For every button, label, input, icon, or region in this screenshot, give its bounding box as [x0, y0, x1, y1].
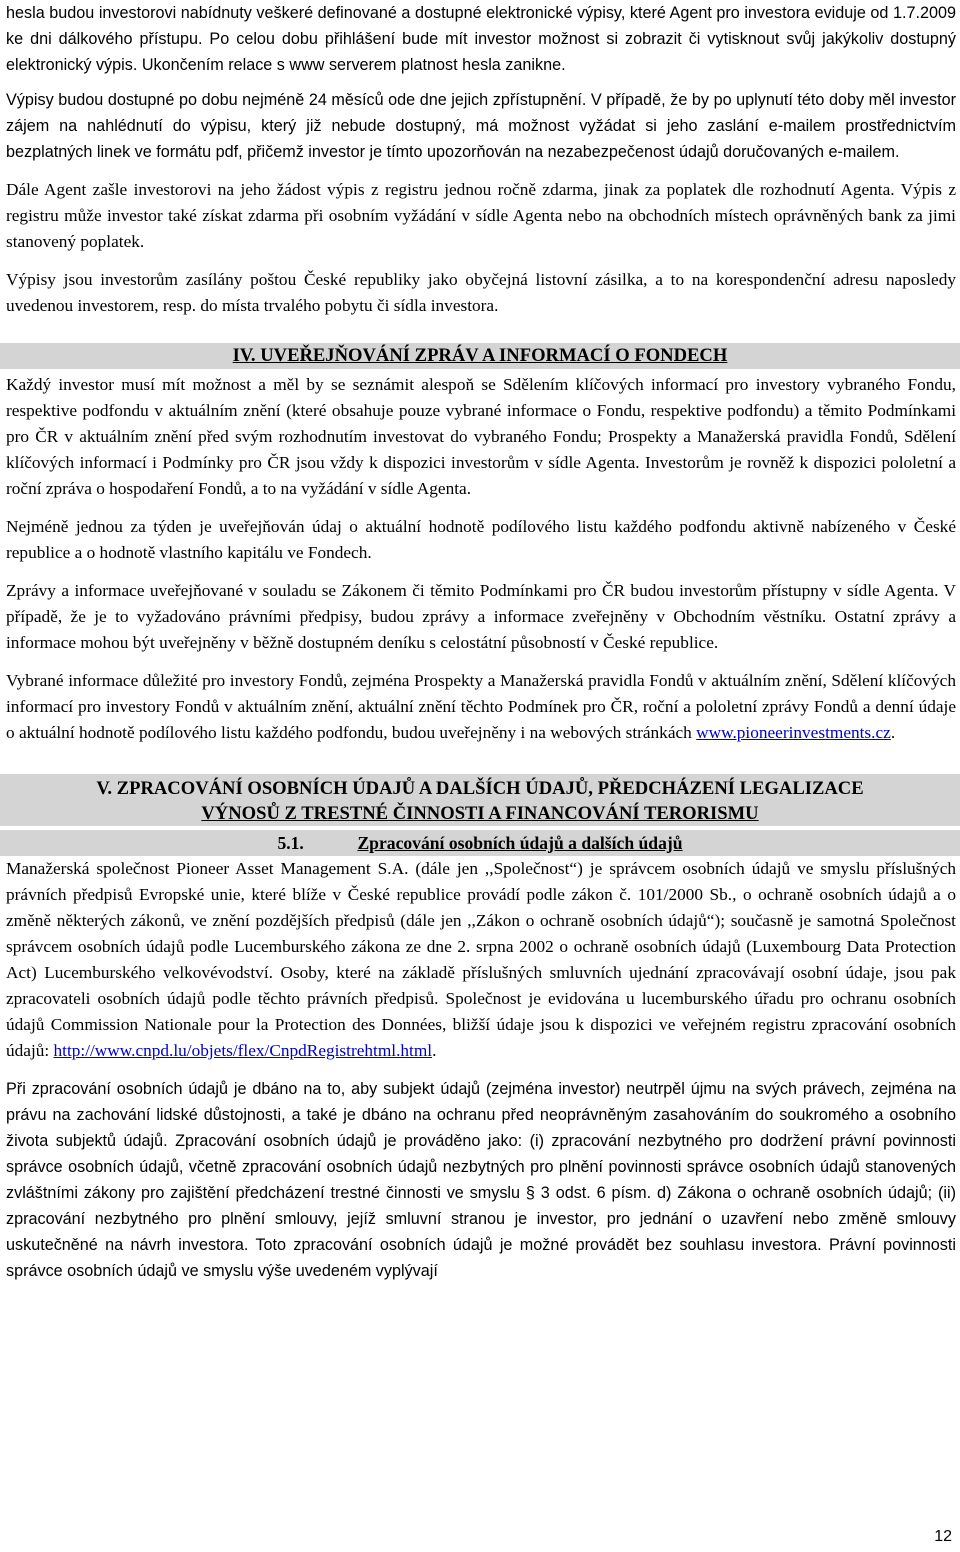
subsection-5-1-heading	[0, 830, 960, 856]
section-iv-heading-text: IV. UVEŘEJŇOVÁNÍ ZPRÁV A INFORMACÍ O FONDECH	[232, 345, 728, 366]
paragraph-register-statement: Dále Agent zašle investorovi na jeho žádost výpis z registru jednou ročně zdarma, jinak za poplatek dle rozhodnutí Agenta. Výpis z registru může investor také získat zdarma při osobním vyžádání v sídle Agenta nebo na obchodních místech oprávněných bank za jimi stanovený poplatek.	[6, 180, 956, 251]
website-info-text: Vybrané informace důležité pro investory Fondů, zejména Prospekty a Manažerská pravidla Fondů v aktuálním znění, Sdělení klíčových informací pro investory Fondů v aktuálním znění, aktuální znění těchto Podmínek pro ČR, roční a pololetní zprávy Fondů a denní údaje o aktuální hodnotě podílového listu každého podfondu, budou uveřejněny i na webových stránkách	[6, 671, 956, 742]
page-number: 12	[934, 1528, 952, 1545]
cnpd-registry-link[interactable]: http://www.cnpd.lu/objets/flex/CnpdRegistrehtml.html	[53, 1041, 433, 1060]
paragraph-weekly-value: Nejméně jednou za týden je uveřejňován údaj o aktuální hodnotě podílového listu každého podfondu aktivně nabízeného v České republice a o hodnotě vlastního kapitálu ve Fondech.	[6, 517, 956, 562]
subsection-title: Zpracování osobních údajů a dalších údajů	[357, 833, 683, 853]
paragraph-data-controller	[6, 856, 956, 1064]
paragraph-reports-published: Zprávy a informace uveřejňované v souladu se Zákonem či těmito Podmínkami pro ČR budou investorům přístupny v sídle Agenta. V případě, že je to vyžadováno právními předpisy, budou zprávy a informace zveřejněny v Obchodním věstníku. Ostatní zprávy a informace mohou být uveřejněny v běžně dostupném deníku s celostátní působností v České republice.	[6, 581, 956, 652]
paragraph-data-processing: Při zpracování osobních údajů je dbáno na to, aby subjekt údajů (zejména investor) neutrpěl újmu na svých právech, zejména na právu na zachování lidské důstojnosti, a také je dbáno na ochranu před neoprávněným zasahováním do soukromého a osobního života subjektů údajů. Zpracování osobních údajů je prováděno jako: (i) zpracování nezbytného pro dodržení právní povinnosti správce osobních údajů, včetně zpracování osobních údajů nezbytných pro plnění povinnosti správce osobních údajů stanovených zvláštními zákony pro zajištění předcházení trestné činnosti ve smyslu § 3 odst. 6 písm. d) Zákona o ochraně osobních údajů; (ii) zpracování nezbytného pro plnění smlouvy, jejíž smluvní stranou je investor, pro jednání o uzavření nebo změně smlouvy uskutečněné na návrh investora. Toto zpracování osobních údajů je možné provádět bez souhlasu investora. Právní povinnosti správce osobních údajů ve smyslu výše uvedeném vyplývají	[6, 1080, 956, 1280]
pioneer-website-link[interactable]: www.pioneerinvestments.cz	[696, 723, 891, 742]
paragraph-postal-delivery: Výpisy jsou investorům zasílány poštou České republiky jako obyčejná listovní zásilka, a to na korespondenční adresu naposledy uvedenou investorem, resp. do místa trvalého pobytu či sídla investora.	[6, 270, 956, 315]
paragraph-statement-availability: Výpisy budou dostupné po dobu nejméně 24 měsíců ode dne jejich zpřístupnění. V případě, že by po uplynutí této doby měl investor zájem na nahlédnutí do výpisu, který již nebude dostupný, má možnost vyžádat si jeho zaslání e-mailem prostřednictvím bezplatných linek ve formátu pdf, přičemž investor je tímto upozorňován na nezabezpečenost údajů doručovaných e-mailem.	[6, 91, 956, 161]
data-controller-text: Manažerská společnost Pioneer Asset Management S.A. (dále jen ,,Společnost“) je správcem osobních údajů ve smyslu příslušných právních předpisů Evropské unie, které blíže v České republice provádí podle zákon č. 101/2000 Sb., o ochraně osobních údajů a o změně některých zákonů, ve znění pozdějších předpisů (dále jen ,,Zákon o ochraně osobních údajů“); současně je samotná Společnost správcem osobních údajů podle Lucemburského zákona ze dne 2. srpna 2002 o ochraně osobních údajů (Luxembourg Data Protection Act) Lucemburského velkovévodství. Osoby, které na základě příslušných smluvních ujednání zpracovávají osobní údaje, jsou pak zpracovateli osobních údajů podle těchto právních předpisů. Společnost je evidována u lucemburského úřadu pro ochranu osobních údajů Commission Nationale pour la Protection des Données, bližší údaje jsou k dispozici ve veřejném registru zpracování osobních údajů:	[6, 859, 956, 1060]
section-v-heading	[0, 774, 960, 826]
document-page	[6, 0, 956, 1284]
data-controller-end: .	[432, 1041, 437, 1060]
paragraph-access-intro: hesla budou investorovi nabídnuty veškeré definované a dostupné elektronické výpisy, které Agent pro investora eviduje od 1.7.2009 ke dni dálkového přístupu. Po celou dobu přihlášení bude mít investor možnost si zobrazit či vytisknout svůj jakýkoliv dostupný elektronický výpis. Ukončením relace s www serverem platnost hesla zanikne.	[6, 4, 956, 74]
paragraph-key-info: Každý investor musí mít možnost a měl by se seznámit alespoň se Sdělením klíčových informací pro investory vybraného Fondu, respektive podfondu v aktuálním znění (které obsahuje pouze vybrané informace o Fondu, respektive podfondu) a těmito Podmínkami pro ČR v aktuálním znění před svým rozhodnutím investovat do vybraného Fondu; Prospekty a Manažerská pravidla Fondů, Sdělení klíčových informací i Podmínky pro ČR jsou vždy k dispozici investorům v sídle Agenta. Investorům je rovněž k dispozici pololetní a roční zpráva o hospodaření Fondů, a to na vyžádání v sídle Agenta.	[6, 375, 956, 498]
section-v-heading-line2: VÝNOSŮ Z TRESTNÉ ČINNOSTI A FINANCOVÁNÍ TERORISMU	[201, 803, 759, 824]
section-v-heading-line1: V. ZPRACOVÁNÍ OSOBNÍCH ÚDAJŮ A DALŠÍCH ÚDAJŮ, PŘEDCHÁZENÍ LEGALIZACE	[96, 778, 864, 799]
paragraph-website-info	[6, 668, 956, 746]
website-info-end: .	[890, 723, 896, 742]
section-iv-heading	[0, 343, 960, 369]
subsection-number: 5.1.	[277, 833, 304, 853]
